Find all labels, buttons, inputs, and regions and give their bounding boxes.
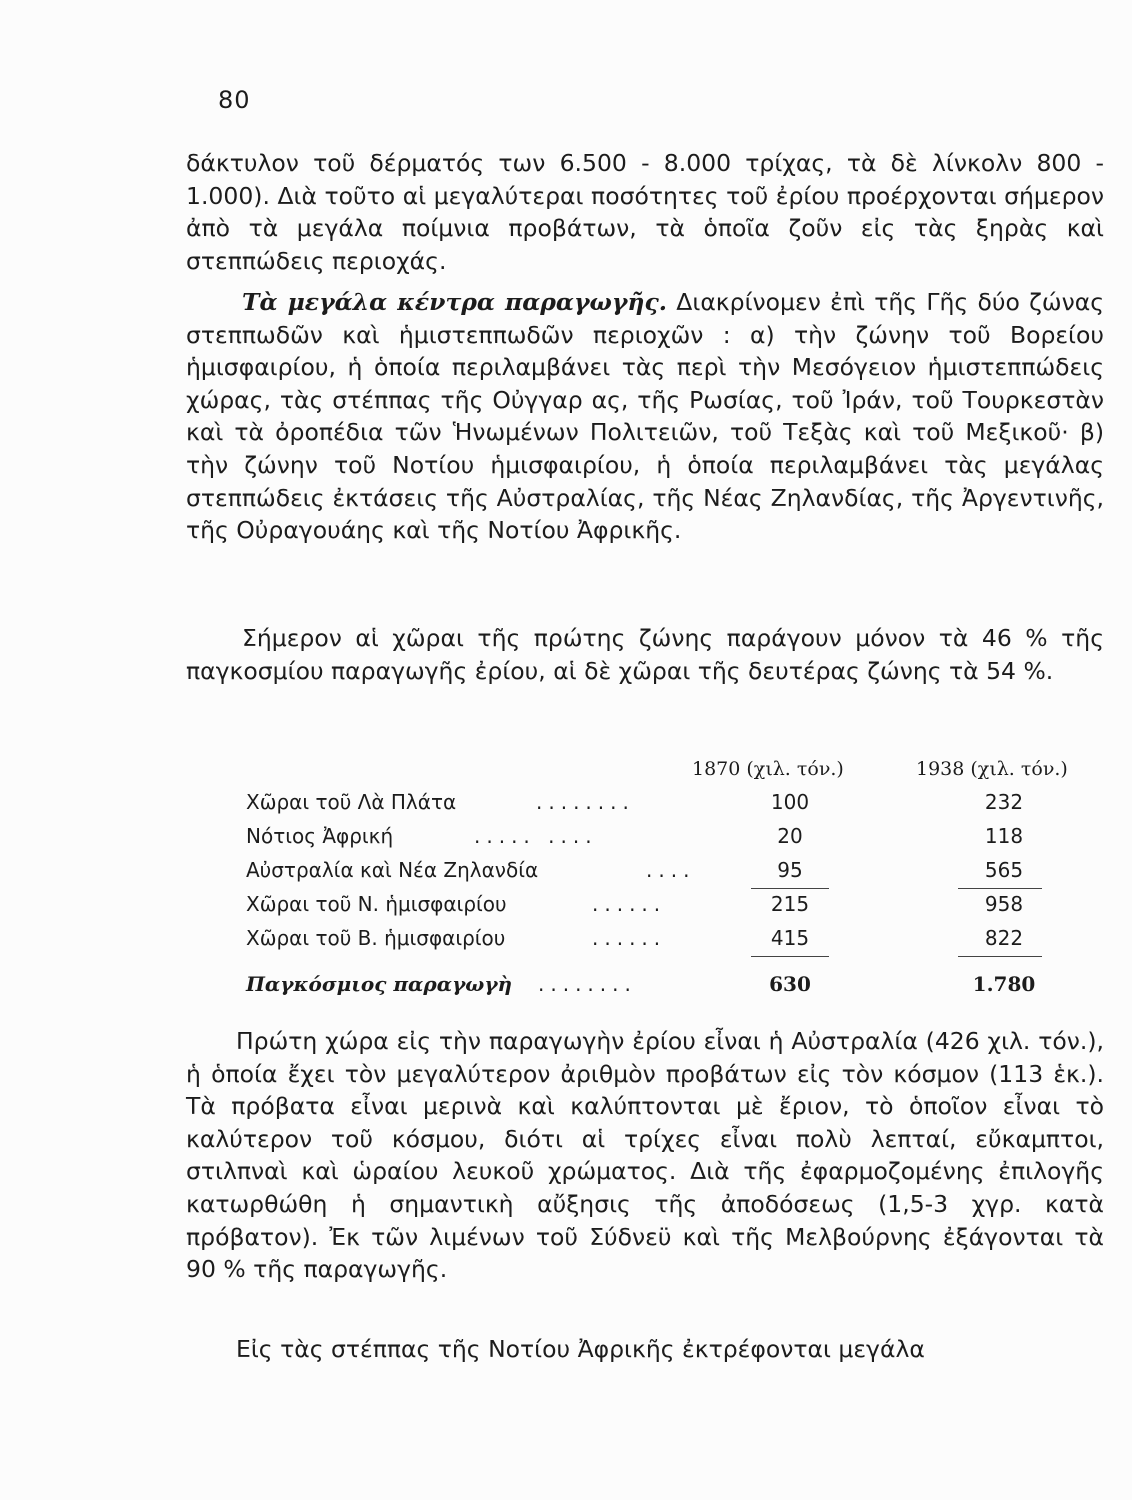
value-1870: 415	[770, 926, 810, 950]
dot-leader: ..... ....	[474, 824, 598, 848]
table-total-row	[246, 972, 1116, 1002]
value-1938: 232	[984, 790, 1024, 814]
table-row	[246, 926, 1116, 956]
dot-leader: ......	[592, 892, 667, 916]
value-1870: 95	[777, 858, 803, 882]
value-1870: 20	[777, 824, 803, 848]
paragraph-5: Εἰς τὰς στέππας τῆς Νοτίου Ἀφρικῆς ἐκτρέφονται μεγάλα	[236, 1335, 925, 1363]
dot-leader: ........	[536, 790, 635, 814]
table-header	[246, 758, 1116, 788]
row-label: Χῶραι τοῦ Λὰ Πλάτα	[246, 790, 457, 814]
table-row	[246, 892, 1116, 922]
total-1938: 1.780	[972, 972, 1036, 996]
value-1938: 565	[984, 858, 1024, 882]
table-row	[246, 858, 1116, 888]
total-label: Παγκόσμιος παραγωγὴ	[246, 972, 513, 996]
row-label: Χῶραι τοῦ Ν. ἡμισφαιρίου	[246, 892, 507, 916]
section-heading: Τὰ μεγάλα κέντρα παραγωγῆς.	[242, 288, 667, 316]
dot-leader: ........	[538, 972, 637, 996]
table-row	[246, 824, 1116, 854]
total-1870: 630	[769, 972, 811, 996]
column-header-1870: 1870 (χιλ. τόν.)	[692, 758, 844, 780]
value-1938: 958	[984, 892, 1024, 916]
sum-rule	[751, 956, 829, 957]
paragraph-3: Σήμερον αἱ χῶραι τῆς πρώτης ζώνης παράγουν μόνον τὰ 46 % τῆς παγκοσμίου παραγωγῆς ἐρίου, αἱ δὲ χῶραι τῆς δευτέρας ζώνης τὰ 54 %.	[186, 624, 1104, 685]
paragraph-4: Πρώτη χώρα εἰς τὴν παραγωγὴν ἐρίου εἶναι ἡ Αὐστραλία (426 χιλ. τόν.), ἡ ὁποία ἔχει τὸν μεγαλύτερον ἀριθμὸν προβάτων εἰς τὸν κόσμον (113 ἑκ.). Τὰ πρόβατα εἶναι μερινὰ καὶ καλύπτονται μὲ ἔριον, τὸ ὁποῖον εἶναι τὸ καλύτερον τοῦ κόσμου, διότι αἱ τρίχες εἶναι πολὺ λεπταί, εὔκαμπτοι, στιλπναὶ καὶ ὡραίου λευκοῦ χρώματος. Διὰ τῆς ἐφαρμοζομένης ἐπιλογῆς κατωρθώθη ἡ σημαντικὴ αὔξησις τῆς ἀποδόσεως (1,5-3 χγρ. κατὰ πρόβατον). Ἐκ τῶν λιμένων τοῦ Σύδνεϋ καὶ τῆς Μελβούρνης ἐξάγονται τὰ 90 % τῆς παραγωγῆς.	[186, 1027, 1104, 1284]
row-label: Χῶραι τοῦ Β. ἡμισφαιρίου	[246, 926, 506, 950]
value-1870: 215	[770, 892, 810, 916]
dot-leader: ....	[646, 858, 696, 882]
value-1870: 100	[770, 790, 810, 814]
table-row	[246, 790, 1116, 820]
sum-rule	[958, 956, 1042, 957]
value-1938: 118	[984, 824, 1024, 848]
row-label: Νότιος Ἀφρική	[246, 824, 394, 848]
column-header-1938: 1938 (χιλ. τόν.)	[916, 758, 1068, 780]
paragraph-2	[186, 286, 1104, 547]
page-number: 80	[218, 86, 251, 114]
row-label: Αὐστραλία καὶ Νέα Ζηλανδία	[246, 858, 539, 882]
paragraph-1: δάκτυλον τοῦ δέρματός των 6.500 - 8.000 τρίχας, τὰ δὲ λίνκολν 800 - 1.000). Διὰ τοῦτο αἱ μεγαλύτεραι ποσότητες τοῦ ἐρίου προέρχονται σήμερον ἀπὸ τὰ μεγάλα ποίμνια προβάτων, τὰ ὁποῖα ζοῦν εἰς τὰς ξηρὰς καὶ στεππώδεις περιοχάς.	[186, 149, 1104, 275]
value-1938: 822	[984, 926, 1024, 950]
dot-leader: ......	[592, 926, 667, 950]
paragraph-2-body: Διακρίνομεν ἐπὶ τῆς Γῆς δύο ζώνας στεππωδῶν καὶ ἡμιστεππωδῶν περιοχῶν : α) τὴν ζώνην τοῦ Βορείου ἡμισφαιρίου, ἡ ὁποία περιλαμβάνει τὰς περὶ τὴν Μεσόγειον ἡμιστεππώδεις χώρας, τὰς στέππας τῆς Οὐγγαρ ας, τῆς Ρωσίας, τοῦ Ἰράν, τοῦ Τουρκεστὰν καὶ τὰ ὀροπέδια τῶν Ἡνωμένων Πολιτειῶν, τοῦ Τεξὰς καὶ τοῦ Μεξικοῦ· β) τὴν ζώνην τοῦ Νοτίου ἡμισφαιρίου, ἡ ὁποία περιλαμβάνει τὰς μεγάλας στεππώδεις ἐκτάσεις τῆς Αὐστραλίας, τῆς Νέας Ζηλανδίας, τῆς Ἀργεντινῆς, τῆς Οὐραγουάης καὶ τῆς Νοτίου Ἀφρικῆς.	[186, 288, 1104, 545]
sum-rule	[958, 888, 1042, 889]
sum-rule	[751, 888, 829, 889]
